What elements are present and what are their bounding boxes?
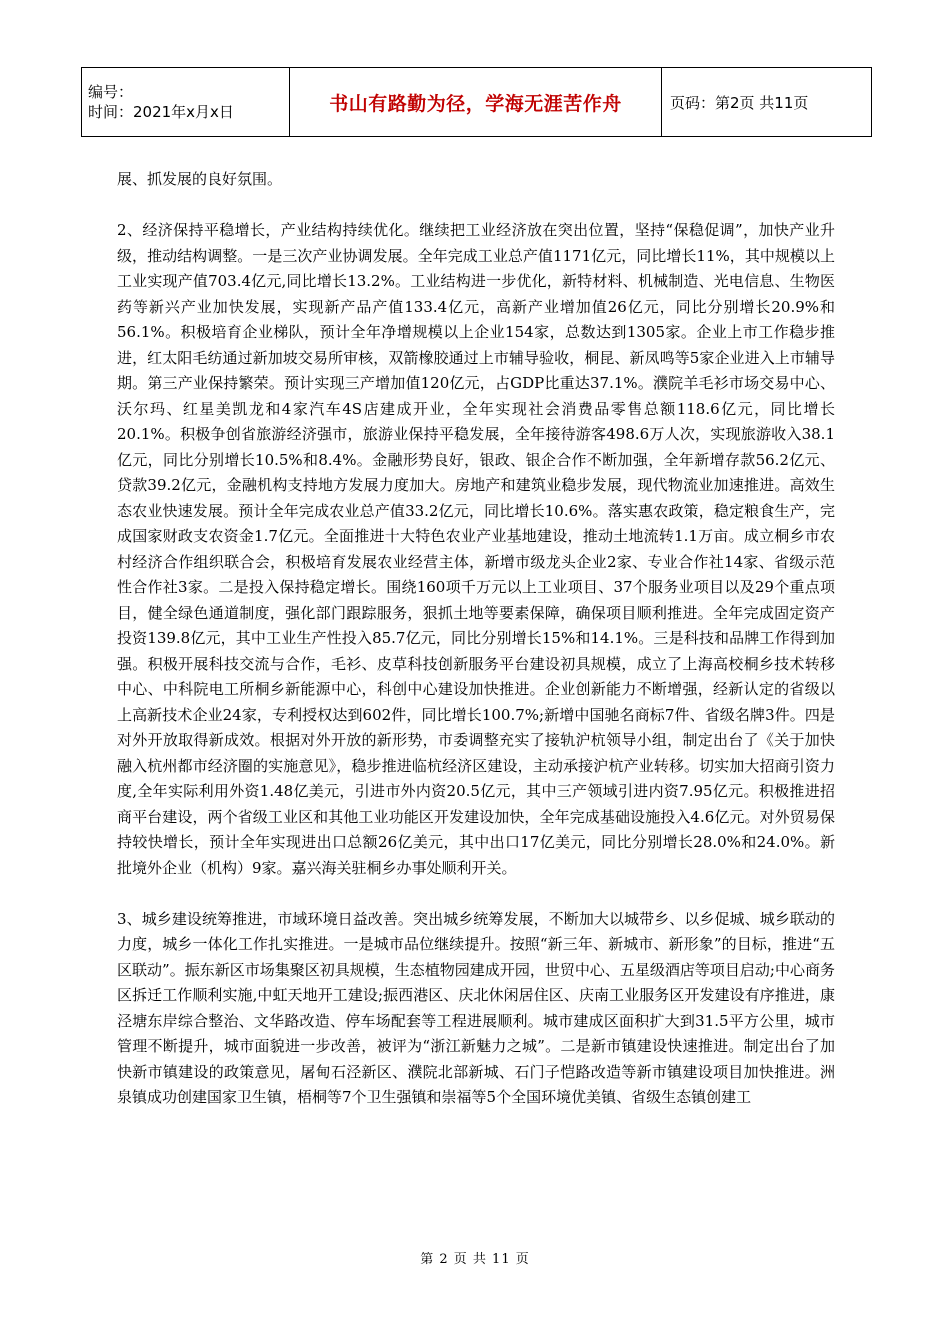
document-time-label: 时间：2021年x月x日 [88, 103, 234, 121]
header-motto: 书山有路勤为径，学海无涯苦作舟 [290, 68, 662, 137]
body-paragraph: 2、经济保持平稳增长，产业结构持续优化。继续把工业经济放在突出位置，坚持“保稳促调”，加快产业升级，推动结构调整。一是三次产业协调发展。全年完成工业总产值1171亿元，同比增长11%，其中规模以上工业实现产值703.4亿元,同比增长13.2%。工业结构进一步优化，新特材料、机械制造、光电信息、生物医药等新兴产业加快发展，实现新产品产值133.4亿元，高新产业增加值26亿元，同比分别增长20.9%和56.1%。积极培育企业梯队，预计全年净增规模以上企业154家，总数达到1305家。企业上市工作稳步推进，红太阳毛纺通过新加坡交易所审核，双箭橡胶通过上市辅导验收，桐昆、新凤鸣等5家企业进入上市辅导期。第三产业保持繁荣。预计实现三产增加值120亿元，占GDP比重达37.1%。濮院羊毛衫市场交易中心、沃尔玛、红星美凯龙和4家汽车4S店建成开业，全年实现社会消费品零售总额118.6亿元，同比增长20.1%。积极争创省旅游经济强市，旅游业保持平稳发展，全年接待游客498.6万人次，实现旅游收入38.1亿元，同比分别增长10.5%和8.4%。金融形势良好，银政、银企合作不断加强，全年新增存款56.2亿元、贷款39.2亿元，金融机构支持地方发展力度加大。房地产和建筑业稳步发展，现代物流业加速推进。高效生态农业快速发展。预计全年完成农业总产值33.2亿元，同比增长10.6%。落实惠农政策，稳定粮食生产，完成国家财政支农资金1.7亿元。全面推进十大特色农业产业基地建设，推动土地流转1.1万亩。成立桐乡市农村经济合作组织联合会，积极培育发展农业经营主体，新增市级龙头企业2家、专业合作社14家、省级示范性合作社3家。二是投入保持稳定增长。围绕160项千万元以上工业项目、37个服务业项目以及29个重点项目，健全绿色通道制度，强化部门跟踪服务，狠抓土地等要素保障，确保项目顺利推进。全年完成固定资产投资139.8亿元，其中工业生产性投入85.7亿元，同比分别增长15%和14.1%。三是科技和品牌工作得到加强。积极开展科技交流与合作，毛衫、皮草科技创新服务平台建设初具规模，成立了上海高校桐乡技术转移中心、中科院电工所桐乡新能源中心，科创中心建设加快推进。企业创新能力不断增强，经新认定的省级以上高新技术企业24家，专利授权达到602件，同比增长100.7%;新增中国驰名商标7件、省级名牌3件。四是对外开放取得新成效。根据对外开放的新形势，市委调整充实了接轨沪杭领导小组，制定出台了《关于加快融入杭州都市经济圈的实施意见》，稳步推进临杭经济区建设，主动承接沪杭产业转移。切实加大招商引资力度,全年实际利用外资1.48亿美元，引进市外内资20.5亿元，其中三产领域引进内资7.95亿元。积极推进招商平台建设，两个省级工业区和其他工业功能区开发建设加快，全年完成基础设施投入4.6亿元。对外贸易保持较快增长，预计全年实现进出口总额26亿美元，其中出口17亿美元，同比分别增长28.0%和24.0%。新批境外企业（机构）9家。嘉兴海关驻桐乡办事处顺利开关。 [117, 221, 835, 877]
document-body [117, 167, 835, 1111]
document-number-label: 编号： [88, 83, 134, 101]
page-footer: 第 2 页 共 11 页 [420, 1252, 530, 1267]
header-meta-cell [82, 68, 290, 137]
document-header [81, 67, 872, 137]
body-paragraph: 3、城乡建设统筹推进，市域环境日益改善。突出城乡统筹发展，不断加大以城带乡、以乡促城、城乡联动的力度，城乡一体化工作扎实推进。一是城市品位继续提升。按照“新三年、新城市、新形象”的目标，推进“五区联动”。振东新区市场集聚区初具规模，生态植物园建成开园，世贸中心、五星级酒店等项目启动;中心商务区拆迁工作顺利实施,中虹天地开工建设;振西港区、庆北休闲居住区、庆南工业服务区开发建设有序推进，康泾塘东岸综合整治、文华路改造、停车场配套等工程进展顺利。城市建成区面积扩大到31.5平方公里，城市管理不断提升，城市面貌进一步改善，被评为“浙江新魅力之城”。二是新市镇建设快速推进。制定出台了加快新市镇建设的政策意见，屠甸石泾新区、濮院北部新城、石门子恺路改造等新市镇建设项目加快推进。洲泉镇成功创建国家卫生镇，梧桐等7个卫生强镇和崇福等5个全国环境优美镇、省级生态镇创建工 [117, 909, 835, 1106]
body-paragraph: 展、抓发展的良好氛围。 [117, 170, 283, 188]
header-page-code: 页码：第2页 共11页 [662, 68, 872, 137]
